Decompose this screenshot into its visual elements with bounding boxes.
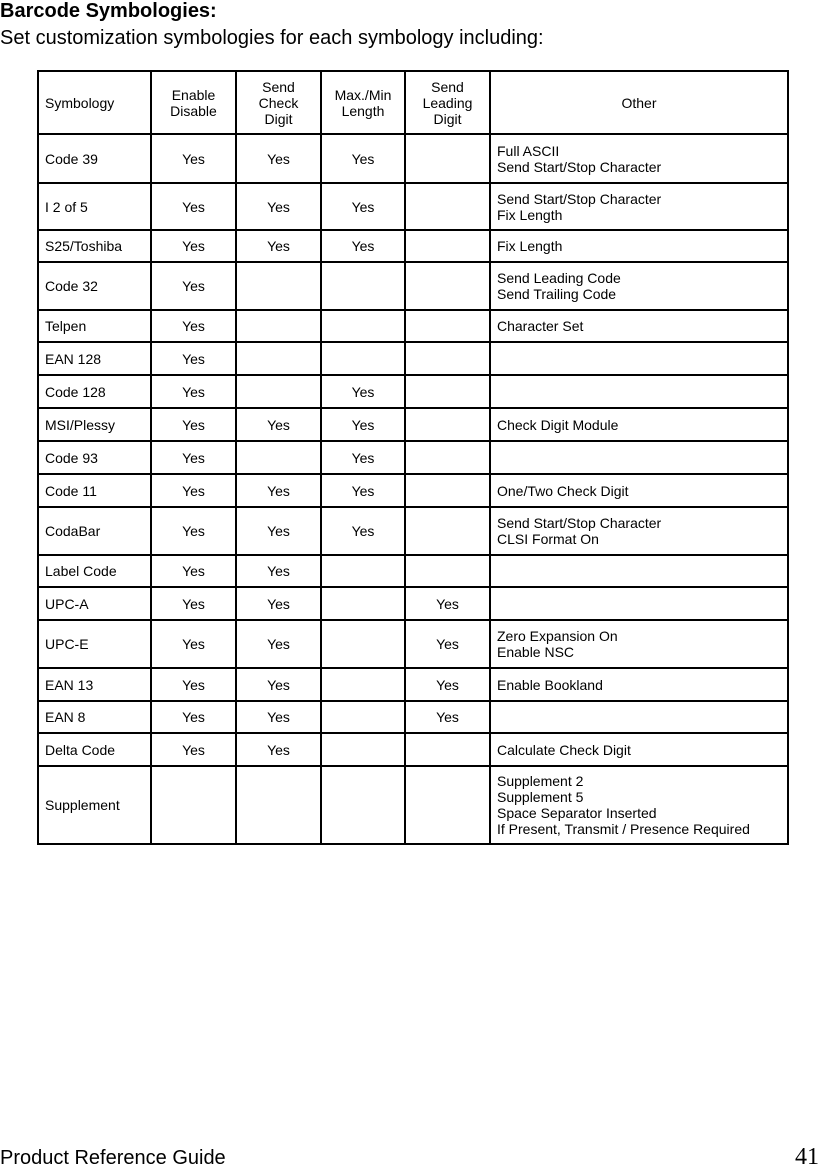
cell-max-min: Yes	[321, 507, 405, 555]
col-header-check-digit: Send Check Digit	[236, 71, 321, 134]
cell-leading-digit: Yes	[405, 620, 490, 668]
cell-leading-digit	[405, 441, 490, 474]
table-row	[38, 587, 788, 620]
cell-enable: Yes	[151, 555, 236, 587]
cell-leading-digit	[405, 507, 490, 555]
cell-leading-digit	[405, 408, 490, 441]
symbology-table	[37, 70, 789, 845]
cell-other	[490, 701, 788, 733]
cell-other: One/Two Check Digit	[490, 474, 788, 507]
cell-enable: Yes	[151, 262, 236, 310]
cell-symbology: Code 93	[38, 441, 151, 474]
cell-symbology: Code 32	[38, 262, 151, 310]
intro-text: Set customization symbologies for each symbology including:	[0, 27, 544, 49]
cell-check-digit	[236, 375, 321, 408]
cell-leading-digit	[405, 183, 490, 230]
cell-leading-digit	[405, 474, 490, 507]
cell-enable: Yes	[151, 733, 236, 766]
cell-enable: Yes	[151, 701, 236, 733]
cell-check-digit	[236, 342, 321, 375]
cell-symbology: Code 11	[38, 474, 151, 507]
cell-max-min	[321, 587, 405, 620]
cell-enable: Yes	[151, 587, 236, 620]
col-header-other: Other	[490, 71, 788, 134]
cell-enable: Yes	[151, 474, 236, 507]
cell-leading-digit	[405, 733, 490, 766]
cell-symbology: EAN 128	[38, 342, 151, 375]
table-row	[38, 668, 788, 701]
cell-other: Enable Bookland	[490, 668, 788, 701]
cell-other: Full ASCII Send Start/Stop Character	[490, 134, 788, 183]
cell-check-digit	[236, 441, 321, 474]
cell-symbology: EAN 8	[38, 701, 151, 733]
cell-check-digit: Yes	[236, 587, 321, 620]
cell-leading-digit	[405, 230, 490, 262]
cell-leading-digit	[405, 134, 490, 183]
cell-other: Send Start/Stop Character Fix Length	[490, 183, 788, 230]
table-row	[38, 701, 788, 733]
cell-enable: Yes	[151, 183, 236, 230]
cell-other: Character Set	[490, 310, 788, 342]
footer-guide-title: Product Reference Guide	[0, 1147, 226, 1169]
cell-other: Calculate Check Digit	[490, 733, 788, 766]
cell-other: Send Leading Code Send Trailing Code	[490, 262, 788, 310]
cell-leading-digit	[405, 555, 490, 587]
cell-enable	[151, 766, 236, 844]
cell-other	[490, 587, 788, 620]
cell-leading-digit: Yes	[405, 587, 490, 620]
cell-symbology: CodaBar	[38, 507, 151, 555]
cell-symbology: Code 39	[38, 134, 151, 183]
cell-check-digit: Yes	[236, 507, 321, 555]
cell-max-min: Yes	[321, 183, 405, 230]
cell-check-digit: Yes	[236, 701, 321, 733]
cell-leading-digit	[405, 342, 490, 375]
table-row	[38, 310, 788, 342]
cell-symbology: S25/Toshiba	[38, 230, 151, 262]
cell-check-digit: Yes	[236, 555, 321, 587]
cell-leading-digit	[405, 375, 490, 408]
cell-check-digit: Yes	[236, 408, 321, 441]
cell-other	[490, 375, 788, 408]
cell-check-digit: Yes	[236, 733, 321, 766]
cell-max-min	[321, 668, 405, 701]
col-header-enable: Enable Disable	[151, 71, 236, 134]
cell-max-min: Yes	[321, 375, 405, 408]
cell-other: Check Digit Module	[490, 408, 788, 441]
cell-check-digit: Yes	[236, 134, 321, 183]
table-row	[38, 766, 788, 844]
col-header-max-min-length: Max./Min Length	[321, 71, 405, 134]
cell-check-digit	[236, 766, 321, 844]
cell-symbology: I 2 of 5	[38, 183, 151, 230]
cell-max-min	[321, 342, 405, 375]
cell-symbology: EAN 13	[38, 668, 151, 701]
cell-symbology: MSI/Plessy	[38, 408, 151, 441]
table-row	[38, 183, 788, 230]
cell-leading-digit	[405, 262, 490, 310]
cell-leading-digit	[405, 766, 490, 844]
section-heading: Barcode Symbologies:	[0, 0, 217, 22]
table-row	[38, 408, 788, 441]
cell-symbology: UPC-E	[38, 620, 151, 668]
cell-symbology: Supplement	[38, 766, 151, 844]
cell-other	[490, 342, 788, 375]
cell-symbology: Telpen	[38, 310, 151, 342]
cell-check-digit	[236, 262, 321, 310]
cell-enable: Yes	[151, 668, 236, 701]
cell-max-min: Yes	[321, 441, 405, 474]
table-row	[38, 230, 788, 262]
page-number: 41	[795, 1144, 819, 1170]
cell-max-min	[321, 766, 405, 844]
table-row	[38, 342, 788, 375]
cell-max-min: Yes	[321, 134, 405, 183]
col-header-leading-digit: Send Leading Digit	[405, 71, 490, 134]
cell-max-min	[321, 701, 405, 733]
cell-enable: Yes	[151, 342, 236, 375]
cell-enable: Yes	[151, 620, 236, 668]
cell-symbology: Delta Code	[38, 733, 151, 766]
cell-enable: Yes	[151, 408, 236, 441]
cell-check-digit	[236, 310, 321, 342]
col-header-symbology: Symbology	[38, 71, 151, 134]
cell-symbology: Code 128	[38, 375, 151, 408]
table-row	[38, 555, 788, 587]
cell-leading-digit	[405, 310, 490, 342]
cell-check-digit: Yes	[236, 183, 321, 230]
cell-max-min: Yes	[321, 408, 405, 441]
table-row	[38, 474, 788, 507]
cell-max-min: Yes	[321, 230, 405, 262]
cell-other: Send Start/Stop Character CLSI Format On	[490, 507, 788, 555]
table-row	[38, 441, 788, 474]
cell-enable: Yes	[151, 230, 236, 262]
table-row	[38, 733, 788, 766]
cell-leading-digit: Yes	[405, 668, 490, 701]
cell-max-min	[321, 262, 405, 310]
cell-symbology: Label Code	[38, 555, 151, 587]
cell-check-digit: Yes	[236, 668, 321, 701]
cell-check-digit: Yes	[236, 620, 321, 668]
cell-other: Fix Length	[490, 230, 788, 262]
table-row	[38, 262, 788, 310]
cell-check-digit: Yes	[236, 474, 321, 507]
cell-other	[490, 441, 788, 474]
table-row	[38, 507, 788, 555]
cell-max-min	[321, 555, 405, 587]
cell-check-digit: Yes	[236, 230, 321, 262]
table-row	[38, 134, 788, 183]
cell-leading-digit: Yes	[405, 701, 490, 733]
cell-other: Zero Expansion On Enable NSC	[490, 620, 788, 668]
table-header-row	[38, 71, 788, 134]
cell-symbology: UPC-A	[38, 587, 151, 620]
cell-max-min	[321, 620, 405, 668]
table-row	[38, 620, 788, 668]
cell-other: Supplement 2 Supplement 5 Space Separator Inserted If Present, Transmit / Presence Required	[490, 766, 788, 844]
table-row	[38, 375, 788, 408]
cell-other	[490, 555, 788, 587]
cell-enable: Yes	[151, 441, 236, 474]
cell-enable: Yes	[151, 507, 236, 555]
cell-enable: Yes	[151, 134, 236, 183]
cell-max-min	[321, 733, 405, 766]
cell-max-min: Yes	[321, 474, 405, 507]
cell-enable: Yes	[151, 310, 236, 342]
cell-max-min	[321, 310, 405, 342]
cell-enable: Yes	[151, 375, 236, 408]
